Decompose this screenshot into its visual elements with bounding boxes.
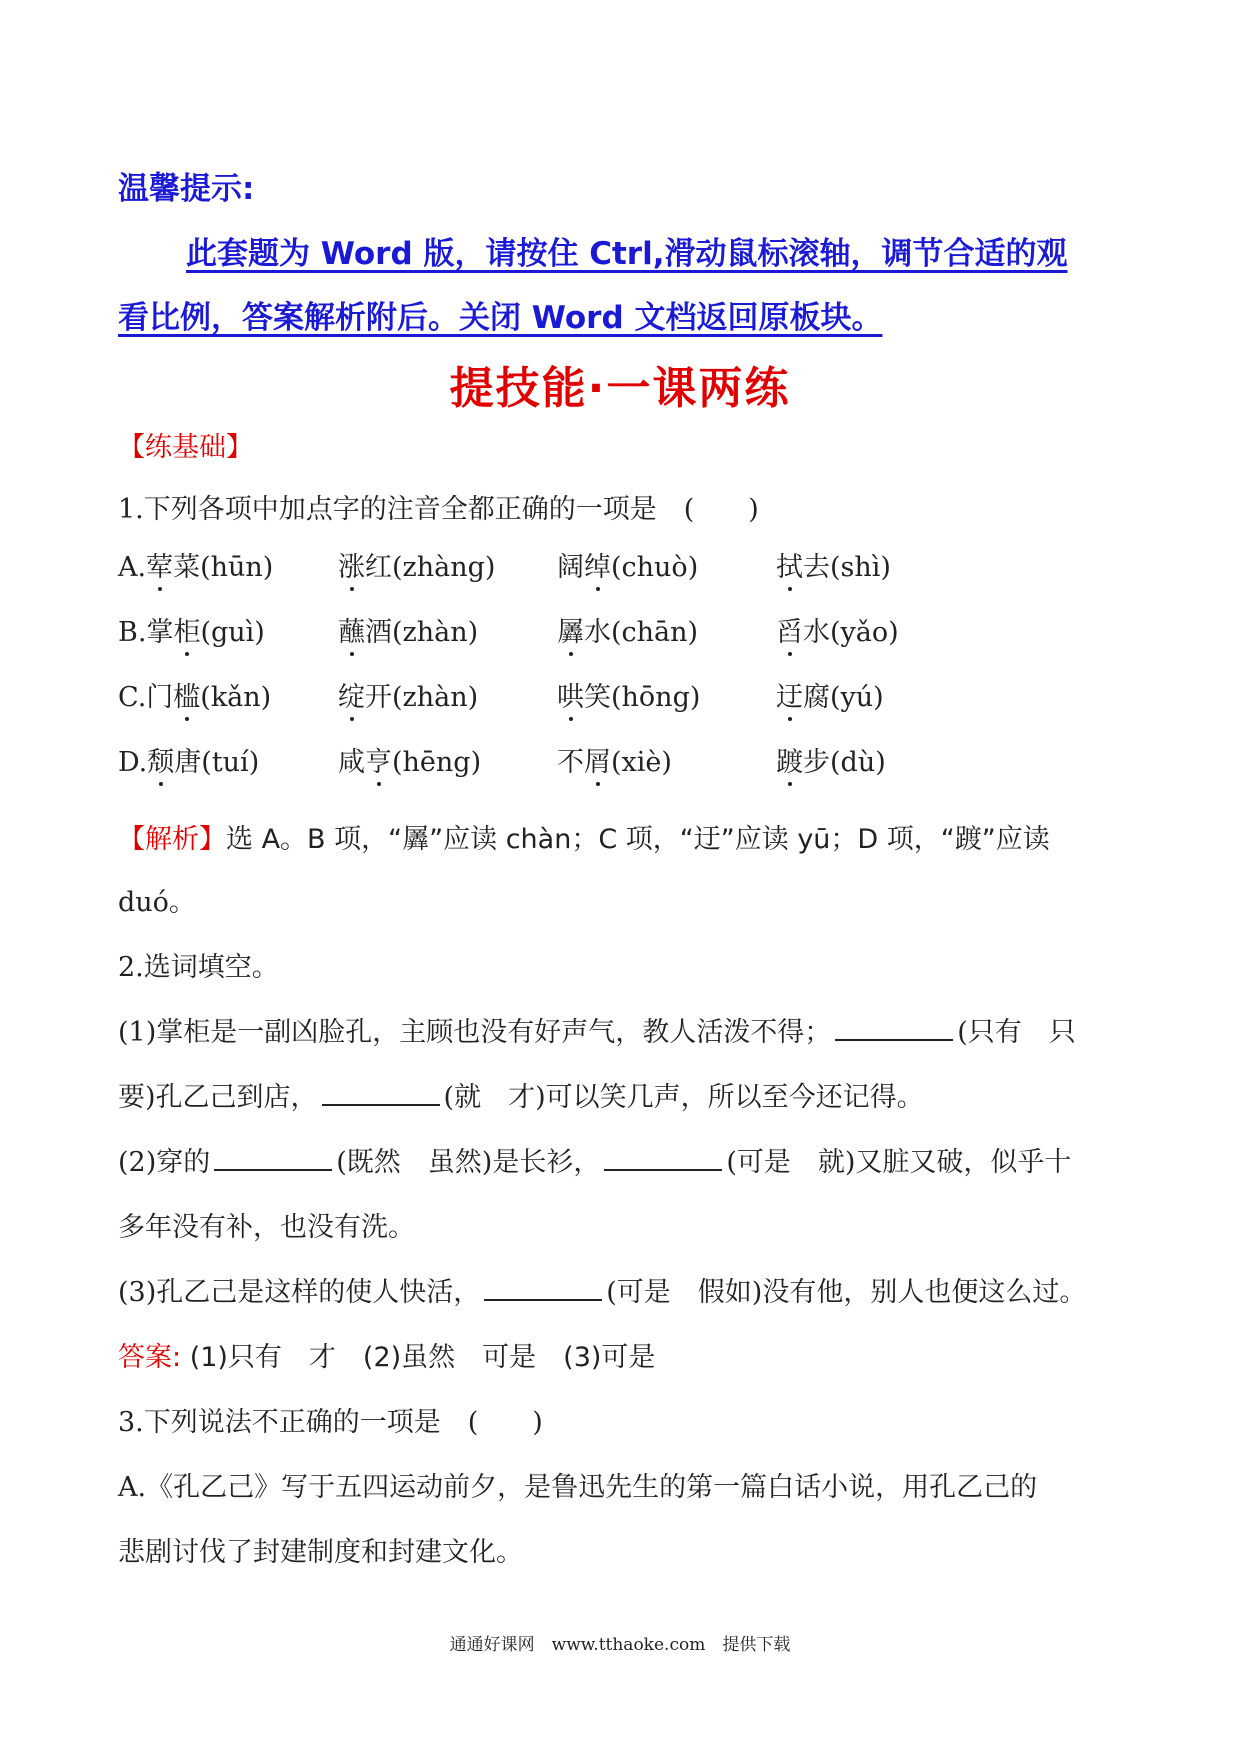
option-d-item-4 bbox=[776, 740, 886, 779]
text: (可是 假如)没有他，别人也便这么过。 bbox=[606, 1277, 1087, 1308]
option-d-item-2 bbox=[338, 740, 481, 779]
text: (3)孔乙己是这样的使人快活， bbox=[118, 1277, 481, 1308]
option-text: 步(dù) bbox=[803, 747, 886, 778]
footer: 通通好课网 www.tthaoke.com 提供下载 bbox=[449, 1635, 791, 1655]
option-text: 笑(hōng) bbox=[584, 682, 701, 713]
emphasis-dot-char: 舀 bbox=[776, 610, 803, 649]
option-a-item-1 bbox=[118, 545, 273, 584]
option-b-item-1 bbox=[118, 610, 265, 649]
question-2-part-2-cont: 多年没有补，也没有洗。 bbox=[118, 1212, 415, 1243]
option-text: 唐(tuí) bbox=[174, 747, 260, 778]
option-text: 水(chān) bbox=[584, 617, 699, 648]
option-text: 阔 bbox=[557, 552, 584, 583]
text: 要)孔乙己到店， bbox=[118, 1082, 318, 1113]
text: (可是 就)又脏又破，似乎十 bbox=[726, 1147, 1072, 1178]
emphasis-dot-char: 屑 bbox=[584, 740, 611, 779]
option-text: 咸 bbox=[338, 747, 365, 778]
option-text: 水(yǎo) bbox=[803, 617, 899, 648]
emphasis-dot-char: 槛 bbox=[173, 675, 200, 714]
emphasis-dot-char: 荤 bbox=[146, 545, 173, 584]
emphasis-dot-char: 踱 bbox=[776, 740, 803, 779]
option-c-item-2 bbox=[338, 675, 478, 714]
emphasis-dot-char: 拭 bbox=[776, 545, 803, 584]
text: (只有 只 bbox=[957, 1017, 1076, 1048]
option-d-item-1 bbox=[118, 740, 259, 779]
question-2-answer bbox=[118, 1335, 655, 1374]
analysis-text: 选 A。B 项，“羼”应读 chàn；C 项，“迂”应读 yū；D 项，“踱”应读 bbox=[226, 824, 1050, 855]
option-text: 开(zhàn) bbox=[365, 682, 479, 713]
question-1-analysis bbox=[118, 817, 1050, 856]
option-text: 腐(yú) bbox=[803, 682, 884, 713]
option-text: (xiè) bbox=[611, 747, 672, 778]
emphasis-dot-char: 蘸 bbox=[338, 610, 365, 649]
question-2-part-2 bbox=[118, 1140, 1071, 1179]
question-1-analysis-cont: duó。 bbox=[118, 887, 196, 918]
fill-blank bbox=[322, 1080, 440, 1106]
option-text: 去(shì) bbox=[803, 552, 891, 583]
text: (既然 虽然)是长衫， bbox=[336, 1147, 601, 1178]
option-a-item-2 bbox=[338, 545, 495, 584]
question-2-stem: 2.选词填空。 bbox=[118, 952, 279, 983]
emphasis-dot-char: 迂 bbox=[776, 675, 803, 714]
text: (1)掌柜是一副凶脸孔，主顾也没有好声气，教人活泼不得； bbox=[118, 1017, 832, 1048]
option-c-item-4 bbox=[776, 675, 884, 714]
option-a-item-4 bbox=[776, 545, 891, 584]
option-d-item-3 bbox=[557, 740, 672, 779]
option-text: 酒(zhàn) bbox=[365, 617, 479, 648]
emphasis-dot-char: 羼 bbox=[557, 610, 584, 649]
option-label: A. bbox=[118, 552, 147, 583]
option-text: 掌 bbox=[146, 617, 174, 648]
option-text: (kǎn) bbox=[200, 682, 272, 713]
option-text: 红(zhàng) bbox=[365, 552, 496, 583]
fill-blank bbox=[604, 1145, 722, 1171]
emphasis-dot-char: 涨 bbox=[338, 545, 365, 584]
option-b-item-3 bbox=[557, 610, 698, 649]
tip-line-1: 此套题为 Word 版，请按住 Ctrl,滑动鼠标滚轴，调节合适的观 bbox=[186, 236, 1068, 272]
emphasis-dot-char: 绰 bbox=[584, 545, 611, 584]
analysis-tag: 【解析】 bbox=[118, 824, 226, 855]
option-c-item-3 bbox=[557, 675, 700, 714]
emphasis-dot-char: 亨 bbox=[365, 740, 392, 779]
question-2-part-1 bbox=[118, 1010, 1076, 1049]
option-label: B. bbox=[118, 617, 147, 648]
text: (2)穿的 bbox=[118, 1147, 211, 1178]
option-label: C. bbox=[118, 682, 147, 713]
emphasis-dot-char: 柜 bbox=[173, 610, 200, 649]
option-text: (guì) bbox=[200, 617, 265, 648]
tip-line-2: 看比例，答案解析附后。关闭 Word 文档返回原板块。 bbox=[118, 300, 883, 336]
option-a-item-3 bbox=[557, 545, 698, 584]
option-text: 菜(hūn) bbox=[173, 552, 274, 583]
question-2-part-1-cont bbox=[118, 1075, 924, 1114]
text: (就 才)可以笑几声，所以至今还记得。 bbox=[443, 1082, 924, 1113]
option-c-item-1 bbox=[118, 675, 271, 714]
question-3-option-a: A.《孔乙己》写于五四运动前夕，是鲁迅先生的第一篇白话小说，用孔乙己的 bbox=[118, 1472, 1038, 1503]
question-3-stem: 3.下列说法不正确的一项是 ( ) bbox=[118, 1407, 543, 1438]
page-title: 提技能·一课两练 bbox=[449, 363, 791, 414]
option-b-item-2 bbox=[338, 610, 478, 649]
answer-tag: 答案: bbox=[118, 1342, 182, 1373]
question-2-part-3 bbox=[118, 1270, 1086, 1309]
option-text: (chuò) bbox=[611, 552, 699, 583]
emphasis-dot-char: 绽 bbox=[338, 675, 365, 714]
question-3-option-a-cont: 悲剧讨伐了封建制度和封建文化。 bbox=[118, 1537, 523, 1568]
question-1-stem: 1.下列各项中加点字的注音全都正确的一项是 ( ) bbox=[118, 494, 759, 525]
option-text: 门 bbox=[146, 682, 174, 713]
tip-title: 温馨提示: bbox=[118, 171, 255, 207]
fill-blank bbox=[214, 1145, 332, 1171]
option-label: D. bbox=[118, 747, 148, 778]
fill-blank bbox=[484, 1275, 602, 1301]
fill-blank bbox=[835, 1015, 953, 1041]
emphasis-dot-char: 颓 bbox=[147, 740, 174, 779]
answer-text: (1)只有 才 (2)虽然 可是 (3)可是 bbox=[181, 1342, 656, 1373]
section-tag: 【练基础】 bbox=[118, 432, 253, 463]
emphasis-dot-char: 哄 bbox=[557, 675, 584, 714]
option-b-item-4 bbox=[776, 610, 899, 649]
option-text: 不 bbox=[557, 747, 584, 778]
option-text: (hēng) bbox=[392, 747, 482, 778]
